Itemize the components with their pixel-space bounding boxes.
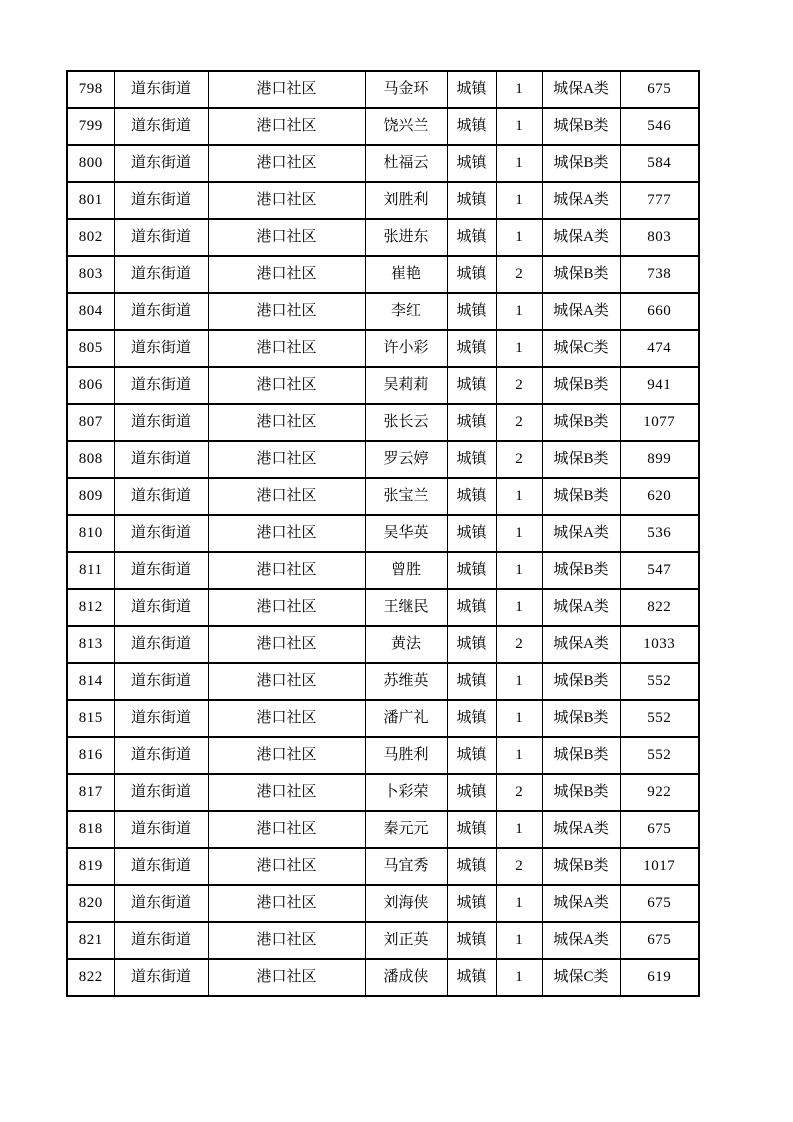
cell-amount: 619 xyxy=(620,959,699,996)
cell-name: 马金环 xyxy=(365,71,447,108)
cell-name: 刘海侠 xyxy=(365,885,447,922)
cell-insurance_category: 城保B类 xyxy=(542,108,620,145)
cell-person_count: 1 xyxy=(496,108,542,145)
cell-person_count: 1 xyxy=(496,478,542,515)
table-row xyxy=(67,330,699,367)
cell-person_count: 1 xyxy=(496,922,542,959)
cell-seq: 815 xyxy=(67,700,114,737)
cell-street: 道东街道 xyxy=(114,108,208,145)
cell-hukou_type: 城镇 xyxy=(447,626,496,663)
cell-insurance_category: 城保A类 xyxy=(542,219,620,256)
cell-hukou_type: 城镇 xyxy=(447,552,496,589)
cell-street: 道东街道 xyxy=(114,626,208,663)
cell-person_count: 1 xyxy=(496,219,542,256)
table-row xyxy=(67,515,699,552)
cell-name: 黄法 xyxy=(365,626,447,663)
cell-insurance_category: 城保A类 xyxy=(542,589,620,626)
cell-community: 港口社区 xyxy=(208,515,365,552)
cell-community: 港口社区 xyxy=(208,441,365,478)
cell-amount: 738 xyxy=(620,256,699,293)
cell-community: 港口社区 xyxy=(208,589,365,626)
cell-insurance_category: 城保B类 xyxy=(542,700,620,737)
cell-amount: 675 xyxy=(620,922,699,959)
cell-amount: 552 xyxy=(620,663,699,700)
cell-person_count: 2 xyxy=(496,626,542,663)
cell-amount: 675 xyxy=(620,71,699,108)
cell-seq: 814 xyxy=(67,663,114,700)
cell-hukou_type: 城镇 xyxy=(447,478,496,515)
cell-person_count: 2 xyxy=(496,367,542,404)
cell-person_count: 1 xyxy=(496,552,542,589)
cell-person_count: 1 xyxy=(496,885,542,922)
cell-seq: 818 xyxy=(67,811,114,848)
cell-amount: 536 xyxy=(620,515,699,552)
table-row xyxy=(67,737,699,774)
cell-insurance_category: 城保A类 xyxy=(542,182,620,219)
cell-street: 道东街道 xyxy=(114,848,208,885)
cell-street: 道东街道 xyxy=(114,478,208,515)
cell-insurance_category: 城保B类 xyxy=(542,552,620,589)
cell-name: 刘正英 xyxy=(365,922,447,959)
table-row xyxy=(67,774,699,811)
cell-amount: 552 xyxy=(620,700,699,737)
cell-hukou_type: 城镇 xyxy=(447,515,496,552)
table-row xyxy=(67,219,699,256)
cell-amount: 584 xyxy=(620,145,699,182)
cell-amount: 675 xyxy=(620,885,699,922)
cell-amount: 941 xyxy=(620,367,699,404)
cell-amount: 1017 xyxy=(620,848,699,885)
cell-community: 港口社区 xyxy=(208,737,365,774)
cell-amount: 552 xyxy=(620,737,699,774)
cell-street: 道东街道 xyxy=(114,145,208,182)
table-row xyxy=(67,959,699,996)
cell-insurance_category: 城保B类 xyxy=(542,256,620,293)
cell-hukou_type: 城镇 xyxy=(447,108,496,145)
cell-seq: 807 xyxy=(67,404,114,441)
cell-name: 张长云 xyxy=(365,404,447,441)
cell-name: 秦元元 xyxy=(365,811,447,848)
cell-street: 道东街道 xyxy=(114,737,208,774)
cell-hukou_type: 城镇 xyxy=(447,922,496,959)
cell-community: 港口社区 xyxy=(208,108,365,145)
table-row xyxy=(67,700,699,737)
cell-person_count: 1 xyxy=(496,811,542,848)
cell-seq: 819 xyxy=(67,848,114,885)
cell-person_count: 1 xyxy=(496,700,542,737)
cell-seq: 808 xyxy=(67,441,114,478)
cell-person_count: 2 xyxy=(496,774,542,811)
table-row xyxy=(67,108,699,145)
cell-seq: 816 xyxy=(67,737,114,774)
cell-street: 道东街道 xyxy=(114,589,208,626)
cell-seq: 821 xyxy=(67,922,114,959)
cell-hukou_type: 城镇 xyxy=(447,367,496,404)
cell-community: 港口社区 xyxy=(208,700,365,737)
cell-community: 港口社区 xyxy=(208,885,365,922)
cell-insurance_category: 城保B类 xyxy=(542,663,620,700)
cell-name: 吴莉莉 xyxy=(365,367,447,404)
cell-insurance_category: 城保B类 xyxy=(542,367,620,404)
cell-street: 道东街道 xyxy=(114,71,208,108)
cell-name: 王继民 xyxy=(365,589,447,626)
cell-hukou_type: 城镇 xyxy=(447,959,496,996)
cell-amount: 822 xyxy=(620,589,699,626)
table-row xyxy=(67,256,699,293)
cell-street: 道东街道 xyxy=(114,182,208,219)
cell-hukou_type: 城镇 xyxy=(447,219,496,256)
cell-hukou_type: 城镇 xyxy=(447,700,496,737)
cell-community: 港口社区 xyxy=(208,663,365,700)
cell-seq: 810 xyxy=(67,515,114,552)
cell-community: 港口社区 xyxy=(208,330,365,367)
cell-person_count: 1 xyxy=(496,330,542,367)
cell-insurance_category: 城保B类 xyxy=(542,404,620,441)
cell-street: 道东街道 xyxy=(114,293,208,330)
cell-seq: 801 xyxy=(67,182,114,219)
cell-amount: 899 xyxy=(620,441,699,478)
table-row xyxy=(67,441,699,478)
cell-community: 港口社区 xyxy=(208,256,365,293)
cell-insurance_category: 城保A类 xyxy=(542,293,620,330)
cell-community: 港口社区 xyxy=(208,219,365,256)
cell-hukou_type: 城镇 xyxy=(447,737,496,774)
cell-name: 马胜利 xyxy=(365,737,447,774)
table-row xyxy=(67,71,699,108)
cell-seq: 802 xyxy=(67,219,114,256)
cell-insurance_category: 城保B类 xyxy=(542,145,620,182)
cell-name: 刘胜利 xyxy=(365,182,447,219)
cell-seq: 813 xyxy=(67,626,114,663)
cell-community: 港口社区 xyxy=(208,145,365,182)
cell-hukou_type: 城镇 xyxy=(447,256,496,293)
cell-name: 卜彩荣 xyxy=(365,774,447,811)
table-row xyxy=(67,663,699,700)
cell-name: 潘广礼 xyxy=(365,700,447,737)
cell-seq: 811 xyxy=(67,552,114,589)
cell-hukou_type: 城镇 xyxy=(447,293,496,330)
cell-community: 港口社区 xyxy=(208,774,365,811)
cell-street: 道东街道 xyxy=(114,404,208,441)
cell-name: 曾胜 xyxy=(365,552,447,589)
cell-amount: 546 xyxy=(620,108,699,145)
cell-community: 港口社区 xyxy=(208,922,365,959)
cell-hukou_type: 城镇 xyxy=(447,774,496,811)
cell-community: 港口社区 xyxy=(208,367,365,404)
table-row xyxy=(67,848,699,885)
cell-hukou_type: 城镇 xyxy=(447,71,496,108)
cell-person_count: 2 xyxy=(496,256,542,293)
cell-seq: 803 xyxy=(67,256,114,293)
cell-person_count: 2 xyxy=(496,404,542,441)
cell-amount: 660 xyxy=(620,293,699,330)
cell-person_count: 1 xyxy=(496,293,542,330)
cell-person_count: 1 xyxy=(496,182,542,219)
table-row xyxy=(67,367,699,404)
cell-insurance_category: 城保B类 xyxy=(542,774,620,811)
cell-community: 港口社区 xyxy=(208,626,365,663)
cell-community: 港口社区 xyxy=(208,552,365,589)
cell-name: 罗云婷 xyxy=(365,441,447,478)
cell-street: 道东街道 xyxy=(114,811,208,848)
cell-insurance_category: 城保C类 xyxy=(542,330,620,367)
table-body xyxy=(67,71,699,996)
cell-name: 饶兴兰 xyxy=(365,108,447,145)
cell-seq: 798 xyxy=(67,71,114,108)
table-row xyxy=(67,885,699,922)
cell-amount: 1077 xyxy=(620,404,699,441)
cell-seq: 804 xyxy=(67,293,114,330)
cell-amount: 1033 xyxy=(620,626,699,663)
cell-person_count: 1 xyxy=(496,663,542,700)
cell-insurance_category: 城保A类 xyxy=(542,626,620,663)
cell-street: 道东街道 xyxy=(114,441,208,478)
cell-amount: 675 xyxy=(620,811,699,848)
cell-person_count: 1 xyxy=(496,71,542,108)
cell-hukou_type: 城镇 xyxy=(447,182,496,219)
cell-hukou_type: 城镇 xyxy=(447,885,496,922)
cell-person_count: 1 xyxy=(496,589,542,626)
cell-community: 港口社区 xyxy=(208,478,365,515)
cell-name: 苏维英 xyxy=(365,663,447,700)
table-row xyxy=(67,626,699,663)
cell-name: 张进东 xyxy=(365,219,447,256)
cell-amount: 803 xyxy=(620,219,699,256)
cell-street: 道东街道 xyxy=(114,515,208,552)
cell-street: 道东街道 xyxy=(114,663,208,700)
cell-street: 道东街道 xyxy=(114,922,208,959)
cell-name: 张宝兰 xyxy=(365,478,447,515)
cell-hukou_type: 城镇 xyxy=(447,811,496,848)
cell-hukou_type: 城镇 xyxy=(447,145,496,182)
cell-seq: 806 xyxy=(67,367,114,404)
cell-hukou_type: 城镇 xyxy=(447,404,496,441)
cell-person_count: 2 xyxy=(496,848,542,885)
cell-street: 道东街道 xyxy=(114,552,208,589)
cell-name: 许小彩 xyxy=(365,330,447,367)
table-row xyxy=(67,589,699,626)
cell-street: 道东街道 xyxy=(114,700,208,737)
cell-street: 道东街道 xyxy=(114,330,208,367)
cell-amount: 474 xyxy=(620,330,699,367)
cell-amount: 922 xyxy=(620,774,699,811)
cell-hukou_type: 城镇 xyxy=(447,589,496,626)
cell-insurance_category: 城保A类 xyxy=(542,71,620,108)
cell-street: 道东街道 xyxy=(114,959,208,996)
cell-community: 港口社区 xyxy=(208,959,365,996)
cell-person_count: 1 xyxy=(496,959,542,996)
cell-seq: 805 xyxy=(67,330,114,367)
table-row xyxy=(67,811,699,848)
table-row xyxy=(67,145,699,182)
cell-insurance_category: 城保A类 xyxy=(542,811,620,848)
cell-hukou_type: 城镇 xyxy=(447,441,496,478)
table-row xyxy=(67,182,699,219)
cell-hukou_type: 城镇 xyxy=(447,848,496,885)
cell-person_count: 2 xyxy=(496,441,542,478)
cell-community: 港口社区 xyxy=(208,293,365,330)
cell-person_count: 1 xyxy=(496,515,542,552)
table-row xyxy=(67,404,699,441)
cell-seq: 800 xyxy=(67,145,114,182)
cell-amount: 547 xyxy=(620,552,699,589)
cell-insurance_category: 城保B类 xyxy=(542,478,620,515)
cell-name: 李红 xyxy=(365,293,447,330)
cell-community: 港口社区 xyxy=(208,848,365,885)
cell-community: 港口社区 xyxy=(208,404,365,441)
cell-street: 道东街道 xyxy=(114,774,208,811)
cell-seq: 809 xyxy=(67,478,114,515)
cell-amount: 620 xyxy=(620,478,699,515)
cell-community: 港口社区 xyxy=(208,71,365,108)
cell-name: 吴华英 xyxy=(365,515,447,552)
cell-insurance_category: 城保A类 xyxy=(542,922,620,959)
cell-insurance_category: 城保C类 xyxy=(542,959,620,996)
cell-insurance_category: 城保B类 xyxy=(542,848,620,885)
cell-seq: 822 xyxy=(67,959,114,996)
cell-insurance_category: 城保B类 xyxy=(542,441,620,478)
table-row xyxy=(67,478,699,515)
cell-insurance_category: 城保A类 xyxy=(542,885,620,922)
cell-street: 道东街道 xyxy=(114,367,208,404)
cell-person_count: 1 xyxy=(496,737,542,774)
cell-community: 港口社区 xyxy=(208,182,365,219)
cell-street: 道东街道 xyxy=(114,885,208,922)
cell-street: 道东街道 xyxy=(114,256,208,293)
cell-amount: 777 xyxy=(620,182,699,219)
cell-seq: 799 xyxy=(67,108,114,145)
cell-seq: 817 xyxy=(67,774,114,811)
table-row xyxy=(67,552,699,589)
cell-street: 道东街道 xyxy=(114,219,208,256)
cell-seq: 812 xyxy=(67,589,114,626)
benefits-roster-table xyxy=(66,70,700,997)
cell-name: 崔艳 xyxy=(365,256,447,293)
cell-hukou_type: 城镇 xyxy=(447,330,496,367)
table-row xyxy=(67,922,699,959)
cell-name: 潘成侠 xyxy=(365,959,447,996)
cell-insurance_category: 城保B类 xyxy=(542,737,620,774)
cell-insurance_category: 城保A类 xyxy=(542,515,620,552)
cell-seq: 820 xyxy=(67,885,114,922)
cell-person_count: 1 xyxy=(496,145,542,182)
cell-community: 港口社区 xyxy=(208,811,365,848)
cell-name: 马宜秀 xyxy=(365,848,447,885)
cell-name: 杜福云 xyxy=(365,145,447,182)
table-row xyxy=(67,293,699,330)
cell-hukou_type: 城镇 xyxy=(447,663,496,700)
